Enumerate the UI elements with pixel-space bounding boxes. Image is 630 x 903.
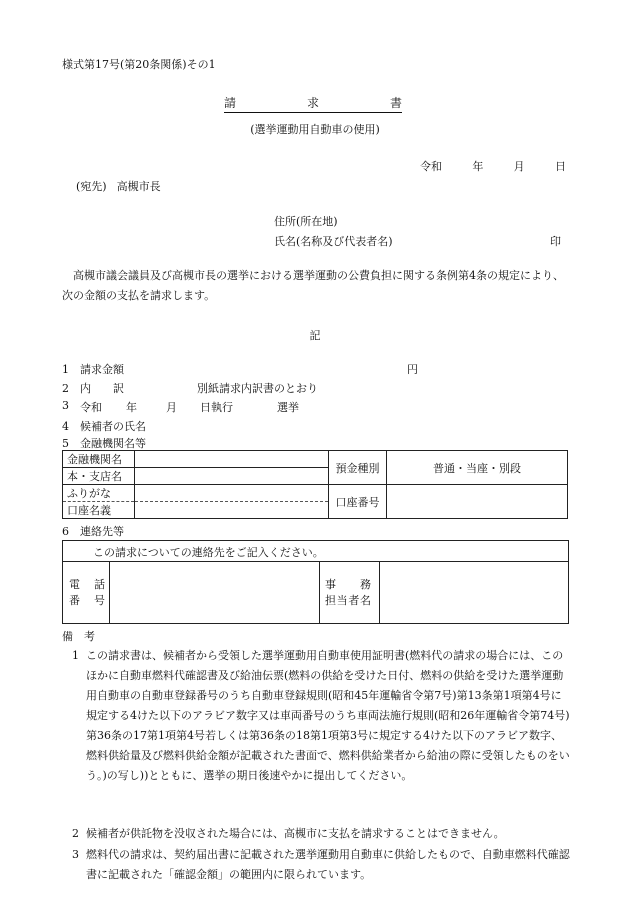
- furigana-field[interactable]: [135, 485, 329, 502]
- item-label: 連絡先等: [80, 525, 124, 538]
- item-number: 1: [62, 363, 69, 376]
- note-text: この請求書は、候補者から受領した選挙運動用自動車使用証明書(燃料代の請求の場合には、このほかに自動車燃料代確認書及び給油伝票(燃料の供給を受けた日付、燃料の供給を受けた選挙運動用自動車の自動車登録番号のうち自動車登録規則(昭和45年運輸省令第7号)第13条第1項第4号に規定する4けた以下のアラビア数字又は車両番号のうち車両法施行規則(昭和26年運輸省令第74号)第36条の17第1項第4号若しくは第36条の18第1項第3号に規定する4けた以下のアラビア数字、燃料供給量及び燃料供給金額が記載された書面で、燃料供給業者から給油の際に受領したものをいう。)の写し))とともに、選挙の期日後速やかに提出してください。: [86, 649, 570, 782]
- staff-name-field[interactable]: [380, 562, 568, 623]
- notes-heading: 備 考: [62, 630, 95, 643]
- date-day: 日: [554, 160, 566, 173]
- bank-name-label: 金融機関名: [63, 451, 135, 468]
- item-contact: [62, 523, 124, 539]
- note-text: 候補者が供託物を没収された場合には、高槻市に支払を請求することはできません。: [86, 827, 505, 840]
- bank-info-table: [62, 450, 568, 519]
- note-number: 2: [72, 827, 79, 840]
- date-era: 令和: [420, 160, 442, 173]
- phone-label-line1: 電 話: [69, 578, 105, 591]
- item-breakdown: [62, 380, 124, 396]
- phone-label: [69, 577, 105, 609]
- date-line: [420, 158, 566, 174]
- address-label: 住所(所在地): [274, 215, 338, 228]
- yen-unit: 円: [407, 363, 418, 376]
- note-1: [72, 646, 572, 786]
- deposit-type-label: 預金種別: [329, 451, 387, 485]
- note-text: 燃料代の請求は、契約届出書に記載された選挙運動用自動車に供給したもので、自動車燃料代確認書に記載された「確認金額」の範囲内に限られています。: [86, 848, 570, 881]
- item-number: 6: [62, 525, 69, 538]
- election-era: 令和: [80, 401, 102, 414]
- staff-label-line2: 担当者名: [325, 594, 371, 607]
- request-statement: 高槻市議会議員及び高槻市長の選挙における選挙運動の公費負担に関する条例第4条の規定により、次の金額の支払を請求します。: [62, 269, 564, 302]
- document-title: [224, 94, 402, 113]
- item-number: 5: [62, 437, 69, 450]
- account-number-label: 口座番号: [329, 485, 387, 519]
- item-label: 金融機関名等: [80, 437, 146, 450]
- note-number: 3: [72, 848, 79, 861]
- divider: [319, 561, 320, 623]
- staff-label-line1: 事 務: [325, 578, 371, 591]
- election-day-exec: 日執行: [200, 401, 233, 414]
- item-candidate-name: [62, 418, 146, 434]
- account-name-field[interactable]: [135, 502, 329, 519]
- staff-label: [325, 577, 371, 609]
- addressee-prefix: (宛先): [76, 180, 107, 193]
- addressee-name: 高槻市長: [116, 180, 161, 193]
- title-char-3: 書: [389, 96, 402, 110]
- form-number: 様式第17号(第20条関係)その1: [62, 58, 216, 71]
- branch-label: 本・支店名: [63, 468, 135, 485]
- account-name-label: 口座名義: [63, 502, 135, 519]
- title-char-1: 請: [224, 96, 237, 110]
- date-year: 年: [472, 160, 484, 173]
- item-label: 請求金額: [80, 363, 124, 376]
- election-month: 月: [166, 401, 177, 414]
- date-month: 月: [513, 160, 525, 173]
- account-number-field[interactable]: [387, 485, 568, 519]
- note-number: 1: [72, 649, 79, 662]
- phone-label-line2: 番 号: [69, 594, 105, 607]
- ki-heading: 記: [309, 329, 321, 342]
- title-char-2: 求: [306, 96, 319, 110]
- branch-field[interactable]: [135, 468, 329, 485]
- document-subtitle: (選挙運動用自動車の使用): [250, 123, 380, 136]
- election-year: 年: [126, 401, 137, 414]
- item-election-number: [62, 399, 80, 412]
- bank-name-field[interactable]: [135, 451, 329, 468]
- seal-mark: 印: [550, 235, 561, 248]
- item-number: 4: [62, 420, 69, 433]
- phone-field[interactable]: [110, 562, 319, 623]
- furigana-label: ふりがな: [63, 485, 135, 502]
- item-number: 3: [62, 399, 69, 412]
- item-bank-info: [62, 435, 146, 451]
- item-label: 内 訳: [80, 382, 124, 395]
- name-label: 氏名(名称及び代表者名): [274, 235, 393, 248]
- deposit-type-options[interactable]: 普通・当座・別段: [387, 451, 568, 485]
- item-claim-amount: [62, 361, 124, 377]
- item-number: 2: [62, 382, 69, 395]
- breakdown-value: 別紙請求内訳書のとおり: [197, 382, 318, 395]
- election-name: 選挙: [277, 401, 299, 414]
- contact-instruction-row: [63, 541, 568, 562]
- note-2: [72, 824, 572, 844]
- contact-instruction: この請求についての連絡先をご記入ください。: [93, 546, 324, 559]
- item-label: 候補者の氏名: [80, 420, 146, 433]
- addressee: [76, 178, 161, 194]
- note-3: [72, 845, 572, 885]
- contact-table: [62, 540, 569, 624]
